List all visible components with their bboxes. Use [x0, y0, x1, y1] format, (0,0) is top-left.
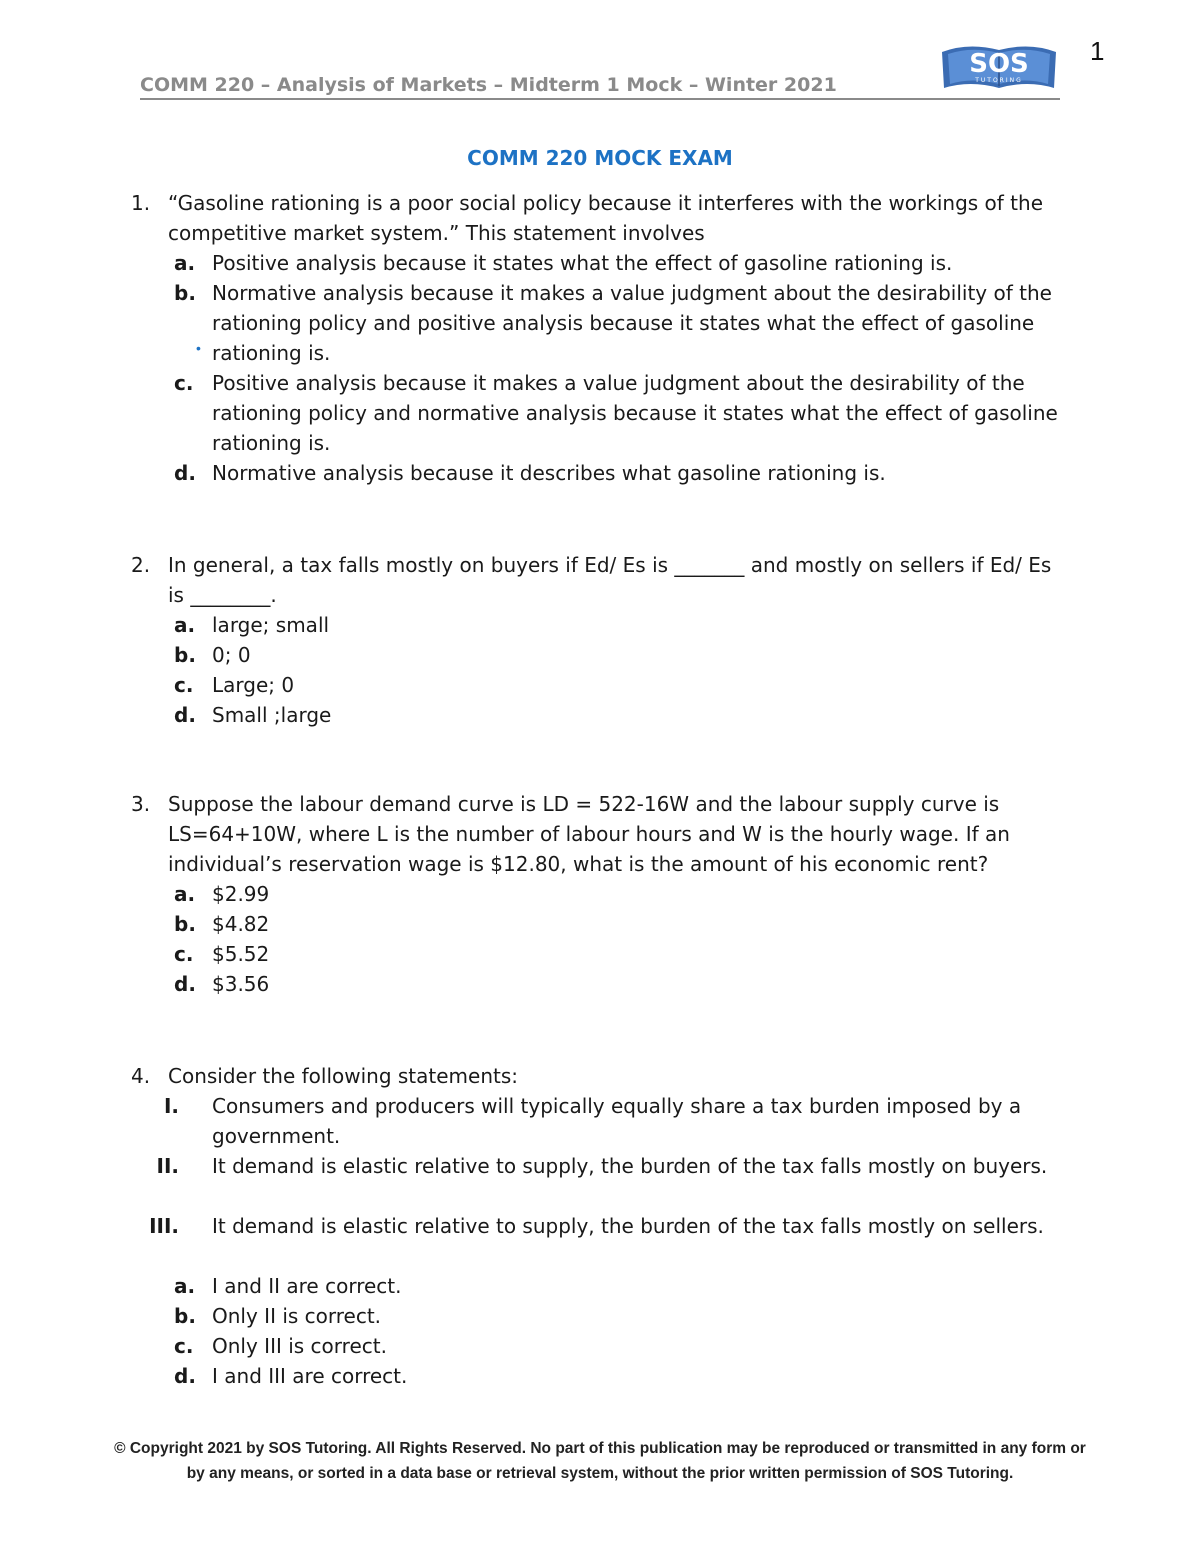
option-label: a.	[174, 1274, 196, 1298]
option-text: $3.56	[212, 972, 270, 996]
option-label: b.	[174, 643, 196, 667]
option-text: Only III is correct.	[212, 1334, 387, 1358]
option-text: $2.99	[212, 882, 270, 906]
option-label: c.	[174, 1334, 194, 1358]
option-text: I and III are correct.	[212, 1364, 408, 1388]
footer-line-1: © Copyright 2021 by SOS Tutoring. All Rights Reserved. No part of this publication may be reproduced or transmitted in any form or	[114, 1440, 1086, 1457]
option-text: I and II are correct.	[212, 1274, 402, 1298]
sos-tutoring-logo	[938, 38, 1060, 92]
option-label: b.	[174, 281, 196, 305]
question-number: 3.	[131, 792, 151, 816]
question-number: 2.	[131, 553, 151, 577]
option-text: Small ;large	[212, 703, 332, 727]
option-label: d.	[174, 461, 196, 485]
question-text: “Gasoline rationing is a poor social policy because it interferes with the workings of the competitive market system.” This statement involves	[168, 191, 1043, 245]
option-label: d.	[174, 972, 196, 996]
statement-label: I.	[163, 1094, 179, 1118]
statement-label: III.	[149, 1214, 179, 1238]
question-number: 4.	[131, 1064, 151, 1088]
option-label: c.	[174, 673, 194, 697]
copyright-footer	[60, 1436, 1140, 1486]
option-label: c.	[174, 942, 194, 966]
statement-text: Consumers and producers will typically equally share a tax burden imposed by a government.	[212, 1094, 1022, 1148]
exam-title: COMM 220 MOCK EXAM	[467, 146, 733, 170]
option-text: Only II is correct.	[212, 1304, 382, 1328]
question-text: Consider the following statements:	[168, 1064, 519, 1088]
option-label: b.	[174, 912, 196, 936]
option-text: large; small	[212, 613, 330, 637]
statement-label: II.	[156, 1154, 179, 1178]
option-text: Positive analysis because it states what the effect of gasoline rationing is.	[212, 251, 953, 275]
option-label: a.	[174, 251, 196, 275]
statement-text: It demand is elastic relative to supply, the burden of the tax falls mostly on sellers.	[212, 1214, 1044, 1238]
option-text: 0; 0	[212, 643, 251, 667]
question-text: Suppose the labour demand curve is LD = 522-16W and the labour supply curve is LS=64+10W, where L is the number of labour hours and W is the hourly wage. If an individual’s reservation wage is $12.80, what is the amount of his economic rent?	[168, 792, 1010, 876]
statement-text: It demand is elastic relative to supply, the burden of the tax falls mostly on buyers.	[212, 1154, 1048, 1178]
option-text: Positive analysis because it makes a value judgment about the desirability of the rationing policy and normative analysis because it states what the effect of gasoline rationing is.	[212, 371, 1058, 455]
running-header-title: COMM 220 – Analysis of Markets – Midterm 1 Mock – Winter 2021	[140, 74, 837, 96]
option-label: c.	[174, 371, 194, 395]
option-text: Normative analysis because it describes what gasoline rationing is.	[212, 461, 886, 485]
logo-subtext: TUTORING	[975, 77, 1023, 84]
footer-line-2: by any means, or sorted in a data base or retrieval system, without the prior written permission of SOS Tutoring.	[186, 1465, 1014, 1482]
option-text: $5.52	[212, 942, 270, 966]
logo-text: SOS	[969, 49, 1029, 79]
option-text: Normative analysis because it makes a value judgment about the desirability of the rationing policy and positive analysis because it states what the effect of gasoline rationing is.	[212, 281, 1052, 365]
option-text: $4.82	[212, 912, 270, 936]
stray-dot-mark: •	[196, 340, 201, 356]
option-label: a.	[174, 613, 196, 637]
option-text: Large; 0	[212, 673, 295, 697]
question-text: In general, a tax falls mostly on buyers if Ed/ Es is _______ and mostly on sellers if Ed/ Es is ________.	[168, 553, 1052, 607]
option-label: d.	[174, 703, 196, 727]
option-label: a.	[174, 882, 196, 906]
option-label: b.	[174, 1304, 196, 1328]
question-number: 1.	[131, 191, 151, 215]
open-book-logo-icon	[938, 38, 1060, 92]
page-number: 1	[1090, 36, 1105, 66]
running-header	[140, 74, 1060, 100]
option-label: d.	[174, 1364, 196, 1388]
